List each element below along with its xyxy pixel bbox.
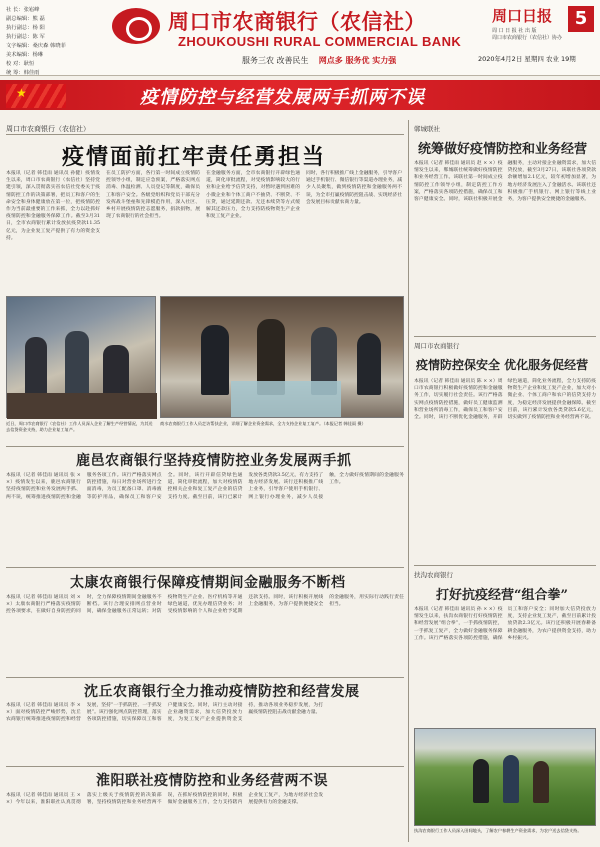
- bank-name-english: ZHOUKOUSHI RURAL COMMERCIAL BANK: [178, 34, 462, 49]
- section-label-fugou: 扶沟农商银行: [414, 571, 453, 579]
- lead-headline: 疫情面前扛牢责任勇担当: [62, 144, 327, 170]
- photo-caption-2: 商水农商银行工作人员走访帮扶企业，详细了解企业资金需求，全力支持企业复工复产。（本报记者 韩佳雨 摄）: [160, 421, 366, 426]
- column-divider: [408, 120, 409, 842]
- person-figure: [473, 759, 489, 803]
- staff-line: 校 对：耿恒: [6, 61, 35, 67]
- staff-line: 文字编辑：桑庆森 韩晓菲: [6, 43, 66, 49]
- staff-line: 美术编辑：杨琳: [6, 52, 44, 58]
- slogan-left: 服务三农 改善民生: [242, 56, 309, 65]
- date-line: [478, 54, 576, 63]
- photo-caption-1: 近日，周口市农商银行（农信社）工作人员深入企业了解生产经营情况，为其送去信贷资金支持，助力企业复工复产。: [6, 421, 153, 432]
- masthead: [0, 0, 600, 76]
- banner-title: 疫情防控与经营发展两手抓两不误: [140, 87, 425, 108]
- article-body-shenqiu: 本报讯（记者 韩佳雨 通讯员 李 × ×）面对疫情防控严峻形势，沈丘农商银行统筹推进疫情防控和经营发展，坚持“一手抓防控、一手抓发展”。该行强化网点防控管理，落实各项防控措施，切实保障员工和客户健康安全。同时，该行主动对接企业融资需求，加大信贷投放力度，为复工复产企业提供资金支持，推动各项业务稳步发展，为打赢疫情防控阻击战贡献金融力量。: [6, 703, 324, 723]
- person-figure: [25, 337, 47, 395]
- article-body-zhoukou: 本报讯（记者 韩佳雨 通讯员 陈 × ×）周口市农商银行积极做好疫情防控和金融服务工作，切实履行社会责任。该行严格落实网点疫情防控措施，做好员工健康监测和营业场所消毒工作，确保员工和客户安全。同时，该行不断优化金融服务，开辟绿色通道，简化业务流程，全力支持防疫物资生产企业和复工复产企业，加大对小微企业、个体工商户和农户的信贷支持力度，为稳定经济发展提供金融保障。截至目前，该行累计发放各类贷款5.6亿元，切实做到了疫情防控和业务经营两不误。: [414, 379, 596, 421]
- newspaper-name: 周口日报: [492, 7, 553, 25]
- page-info-line: 周 口 日 报 社 出 版: [492, 28, 537, 34]
- slogan: [242, 55, 396, 66]
- section-label-dancheng: 郸城联社: [414, 125, 440, 133]
- staff-list: [6, 6, 104, 78]
- person-figure: [357, 333, 381, 395]
- lead-section-label: 周口市农商银行（农信社）: [6, 125, 90, 133]
- staff-line: 统 筹：韩佳雨: [6, 70, 40, 76]
- lead-column-2: 在员工防护方面，各行第一时间成立疫情防控领导小组，制定应急预案，严格落实网点消毒、体温检测、人员登记等制度，确保员工和客户安全。各级党组织和党员干部充分发挥战斗堡垒和先锋模范作用，深入社区、乡村开展疫情防控志愿服务，捐款捐物，展现了农商银行的社会担当。: [106, 171, 200, 220]
- lead-photo-1: [6, 296, 156, 418]
- counter: [7, 393, 157, 419]
- staff-line: 副总编辑：熊 磊: [6, 16, 45, 22]
- article-body-dancheng: 本报讯（记者 韩佳雨 通讯员 赵 × ×）疫情发生以来，郸城联社统筹做好疫情防控和业务经营工作。该联社第一时间成立疫情防控工作领导小组，制定防控工作方案，严格落实各项防控措施，确保员工和客户健康安全。同时，该联社积极开展金融服务，主动对接企业融资需求，加大信贷投放，截至3月27日，该联社各项贷款余额增加2.1亿元，较年初增加显著，为地方经济发展注入了金融活水。该联社还积极推广手机银行、网上银行等线上业务，为客户提供安全便捷的金融服务。: [414, 161, 596, 203]
- page-number: 5: [568, 6, 594, 32]
- article-headline-shenqiu: 沈丘农商银行全力推动疫情防控和经营发展: [84, 684, 360, 700]
- lead-column-4: 同时，各行积极推广线上金融服务，引导客户通过手机银行、微信银行等渠道办理业务，减少人员聚集，做到疫情防控和金融服务两不误，为全市打赢疫情防控阻击战、实现经济社会发展目标贡献农商力量。: [306, 171, 402, 205]
- person-figure: [503, 755, 519, 803]
- page-info-line: 周口市农商银行（农信社）协办: [492, 35, 563, 41]
- divider: [6, 446, 404, 447]
- article-headline-fugou: 打好抗疫经营“组合拳”: [436, 588, 568, 603]
- star-icon: ★: [16, 86, 27, 100]
- divider: [414, 336, 596, 337]
- staff-line: 执行副总：陈 军: [6, 34, 45, 40]
- bank-logo-icon: [112, 8, 160, 44]
- flag-icon: [6, 84, 66, 108]
- article-headline-taikang: 太康农商银行保障疫情期间金融服务不断档: [70, 575, 346, 591]
- divider: [6, 677, 404, 678]
- person-figure: [65, 331, 89, 395]
- lead-photo-2: [160, 296, 404, 418]
- article-headline-dancheng: 统筹做好疫情防控和业务经营: [418, 142, 588, 157]
- article-body-fugou: 本报讯（记者 韩佳雨 通讯员 孙 × ×）疫情发生以来，扶沟农商银行打好疫情防控和经营发展“组合拳”，一手抓疫情防控，一手抓复工复产，全力做好金融服务保障工作。该行严格落实各项防控措施，确保员工和客户安全；同时加大信贷投放力度，支持企业复工复产，截至目前累计投放贷款2.3亿元。该行还积极开展春耕备耕金融服务，为农户提供资金支持，助力乡村振兴。: [414, 607, 596, 641]
- publication-date: 2020年4月2日 星期四: [478, 55, 544, 63]
- article-body-taikang: 本报讯（记者 韩佳雨 通讯员 刘 × ×）太康农商银行严格落实疫情防控各项要求，在做好自身防控的同时，全力保障疫情期间金融服务不断档。该行合理安排网点营业时间，确保金融服务正常运转；对防疫物资生产企业、医疗机构等开通绿色通道，优先办理信贷业务；对受疫情影响的个人和企业给予延期还款支持。同时，该行积极开展线上金融服务，为客户提供便捷安全的金融服务，用实际行动践行责任担当。: [6, 595, 404, 615]
- article-headline-luyi: 鹿邑农商银行坚持疫情防控业务发展两手抓: [76, 453, 352, 469]
- article-headline-huaiyang: 淮阳联社疫情防控和业务经营两不误: [96, 773, 328, 789]
- lead-column-1: 本报讯（记者 韩佳雨 通讯员 孙健）疫情发生以来，周口市农商银行（农信社）坚持党建引领，深入贯彻落实省农信社党委关于疫情防控工作的决策部署，把员工和客户的生命安全和身体健康放在第一位，把疫情防控作为当前最重要的工作来抓，全力以赴抓好疫情防控和金融服务保障工作。截至3月31日，全市农商银行累计发放抗疫贷款11.35亿元，为企业复工复产提供了有力的资金支持。: [6, 171, 100, 241]
- issue-number: 农业 19期: [545, 55, 576, 63]
- article-body-huaiyang: 本报讯（记者 韩佳雨 通讯员 王 × ×）今年以来，淮阳联社认真贯彻落实上级关于疫情防控的决策部署，坚持疫情防控和业务经营两不误，在抓好疫情防控的同时，积极做好金融服务工作，全力支持辖内企业复工复产，为地方经济社会发展提供有力的金融支撑。: [6, 793, 324, 806]
- article-body-luyi: 本报讯（记者 韩佳雨 通讯员 张 × ×）疫情发生以来，鹿邑农商银行坚持疫情防控和业务发展两手抓、两不误，统筹推进疫情防控和金融服务各项工作。该行严格落实网点防控措施，每日对营业场所进行全面消毒，为员工配备口罩、消毒液等防护用品，确保员工和客户安全。同时，该行开辟信贷绿色通道，简化审批流程，加大对疫情防控相关企业和复工复产企业的信贷支持力度。截至目前，该行已累计发放各类贷款3.5亿元，有力支持了地方经济发展。该行还积极推广线上业务，引导客户使用手机银行、网上银行办理业务，减少人员接触，全力做好疫情期间的金融服务工作。: [6, 473, 404, 500]
- divider: [6, 134, 404, 135]
- theme-banner: [0, 80, 600, 110]
- article-headline-zhoukou: 疫情防控保安全 优化服务促经营: [416, 358, 589, 372]
- lead-column-3: 在金融服务方面，全市农商银行开辟绿色通道，简化审批流程，对受疫情影响较大的行业和企业给予信贷支持，对暂时遇到困难的小微企业和个体工商户不抽贷、不断贷、不压贷，通过延期还款、无还本续贷等方式缓解其还款压力，全力支持防疫物资生产企业和复工复产企业。: [206, 171, 300, 220]
- field-photo-caption: 扶沟农商银行工作人员深入田间地头，了解农户春耕生产资金需求，为农户送去信贷支持。: [414, 828, 582, 833]
- section-label-zhoukou: 周口市农商银行: [414, 342, 460, 350]
- person-figure: [201, 325, 229, 395]
- staff-line: 执行副总：杨 阳: [6, 25, 45, 31]
- equipment: [231, 381, 341, 417]
- divider: [414, 565, 596, 566]
- page-info: [492, 28, 596, 42]
- bank-name: 周口市农商银行（农信社）: [168, 10, 426, 34]
- field-photo: [414, 728, 596, 826]
- divider: [6, 567, 404, 568]
- divider: [6, 766, 404, 767]
- person-figure: [533, 761, 549, 803]
- slogan-right: 网点多 服务优 实力强: [318, 56, 397, 65]
- person-figure: [103, 345, 129, 395]
- staff-line: 社 长：张崧峰: [6, 7, 40, 13]
